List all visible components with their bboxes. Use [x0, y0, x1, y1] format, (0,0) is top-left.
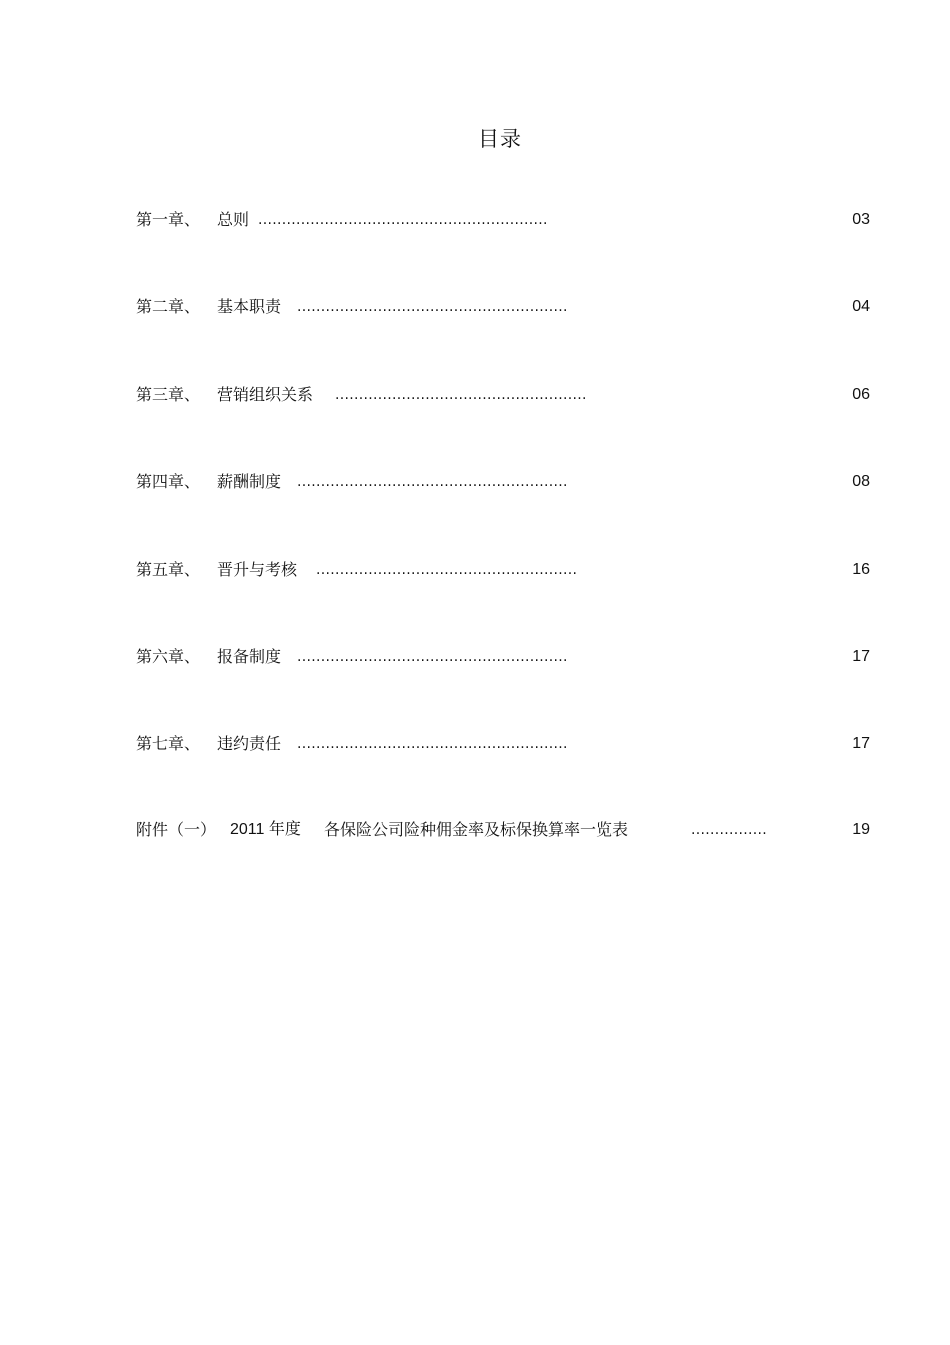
chapter-number: 第四章、 [136, 472, 201, 491]
toc-row-appendix[interactable] [136, 818, 870, 842]
chapter-title: 基本职责 [217, 297, 282, 316]
chapter-number: 第七章、 [136, 734, 201, 753]
page-title: 目录 [478, 127, 522, 151]
chapter-title: 薪酬制度 [217, 472, 282, 491]
page-number: 16 [852, 561, 870, 578]
appendix-title: 各保险公司险种佣金率及标保换算率一览表 [324, 820, 629, 839]
leader-dots: ......................................................... [297, 649, 568, 665]
chapter-title: 总则 [217, 210, 250, 229]
page-number: 06 [852, 386, 870, 403]
toc-row-3[interactable] [136, 383, 870, 407]
leader-dots: ......................................................... [297, 474, 568, 490]
leader-dots: ................ [691, 822, 768, 838]
page-number: 19 [852, 821, 870, 838]
chapter-number: 第五章、 [136, 560, 201, 579]
chapter-title: 报备制度 [217, 647, 282, 666]
page-number: 17 [852, 735, 870, 752]
page-number: 03 [852, 211, 870, 228]
page-number: 08 [852, 473, 870, 490]
toc-row-4[interactable] [136, 470, 870, 494]
leader-dots: ......................................................... [297, 299, 568, 315]
chapter-number: 第二章、 [136, 297, 201, 316]
toc-row-2[interactable] [136, 295, 870, 319]
chapter-number: 第一章、 [136, 210, 201, 229]
toc-row-6[interactable] [136, 645, 870, 669]
appendix-prefix: 附件（一） [136, 820, 217, 839]
page-number: 04 [852, 298, 870, 315]
toc-row-5[interactable] [136, 558, 870, 582]
leader-dots: ............................................................. [258, 212, 548, 228]
page-number: 17 [852, 648, 870, 665]
leader-dots: ..................................................... [335, 387, 587, 403]
chapter-number: 第六章、 [136, 647, 201, 666]
appendix-year: 2011 年度 [230, 821, 301, 838]
chapter-title: 违约责任 [217, 734, 282, 753]
leader-dots: ......................................................... [297, 736, 568, 752]
chapter-title: 晋升与考核 [217, 560, 298, 579]
chapter-title: 营销组织关系 [217, 385, 314, 404]
toc-row-7[interactable] [136, 732, 870, 756]
leader-dots: ....................................................... [316, 562, 578, 578]
chapter-number: 第三章、 [136, 385, 201, 404]
toc-row-1[interactable] [136, 208, 870, 232]
